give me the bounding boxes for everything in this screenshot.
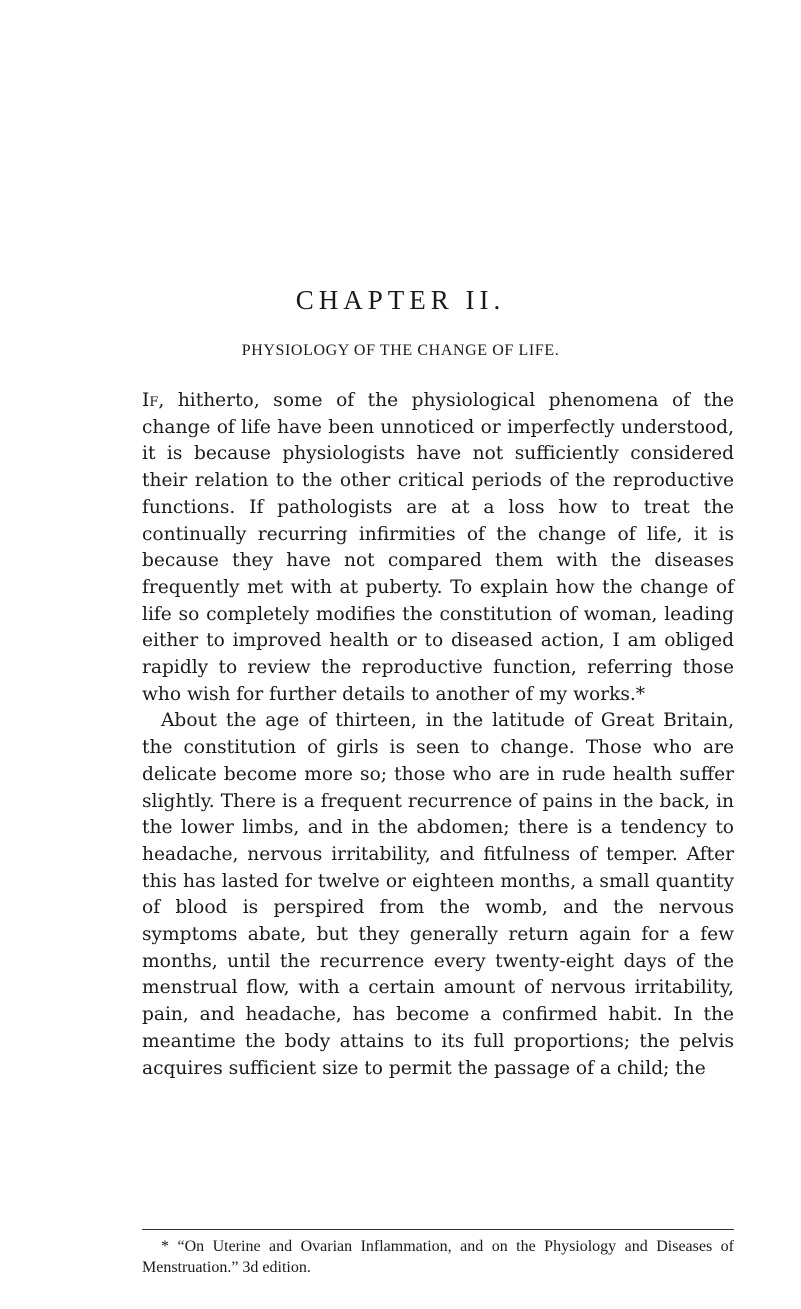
paragraph-1: [142, 388, 734, 708]
footnote: * “On Uterine and Ovarian Inflammation, and on the Physiology and Diseases of Menstruation.” 3d edition.: [142, 1238, 734, 1276]
chapter-title: PHYSIOLOGY OF THE CHANGE OF LIFE.: [241, 342, 560, 359]
paragraph-2: About the age of thirteen, in the latitude of Great Britain, the constitution of girls is seen to change. Those who are delicate become more so; those who are in rude health suffer slightly. There is a frequent recurrence of pains in the back, in the lower limbs, and in the abdomen; there is a tendency to headache, nervous irritability, and fitfulness of temper. After this has lasted for twelve or eighteen months, a small quantity of blood is perspired from the womb, and the nervous symptoms abate, but they generally return again for a few months, until the recurrence every twenty-eight days of the menstrual flow, with a certain amount of nervous irritability, pain, and headache, has become a confirmed habit. In the meantime the body attains to its full proportions; the pelvis acquires sufficient size to permit the passage of a child; the: [142, 710, 734, 1079]
paragraph-1-lead: If,: [142, 390, 165, 411]
chapter-heading: CHAPTER II.: [295, 285, 506, 315]
body-text: [142, 388, 734, 1082]
footnote-divider: [142, 1229, 734, 1230]
paragraph-1-text: hitherto, some of the physiological phenomena of the change of life have been unnoticed or imperfectly understood, it is because physiologists have not sufficiently considered their relation to the other critical periods of the reproductive functions. If pathologists are at a loss how to treat the continually recurring infirmities of the change of life, it is because they have not compared them with the diseases frequently met with at puberty. To explain how the change of life so completely modifies the constitution of woman, leading either to improved health or to diseased action, I am obliged rapidly to review the reproductive function, referring those who wish for further details to another of my works.*: [142, 390, 734, 705]
